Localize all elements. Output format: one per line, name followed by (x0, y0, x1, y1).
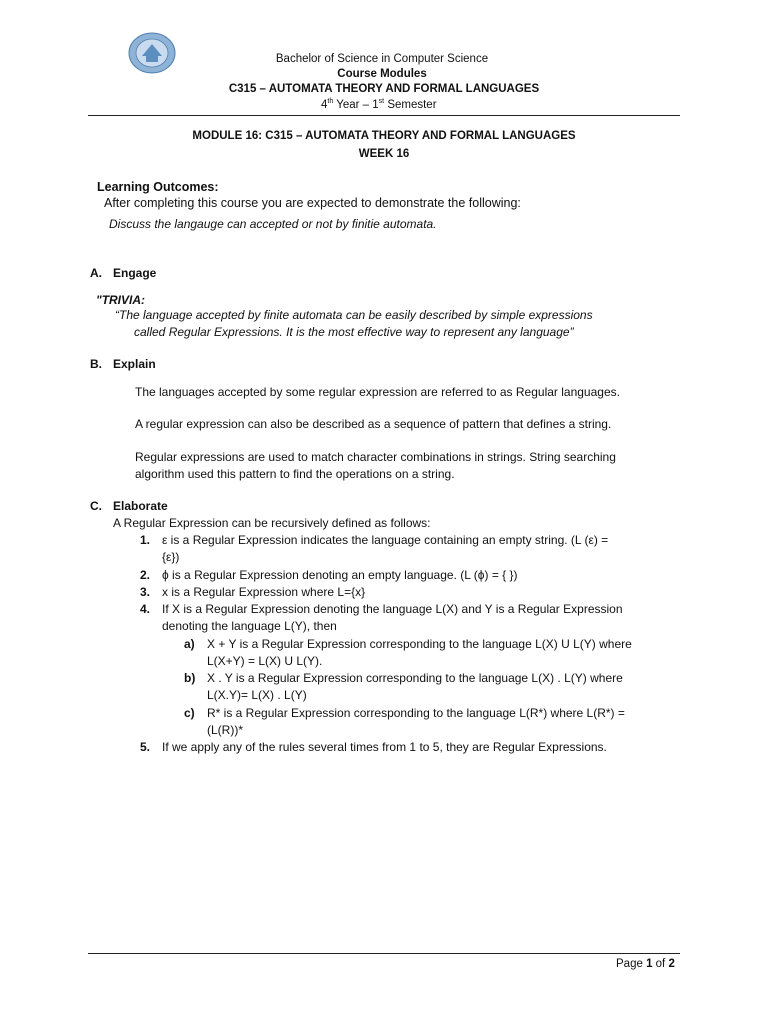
year-semester: 4th Year – 1st Semester (321, 98, 437, 111)
sublist-item-letter: a) (184, 637, 195, 651)
sublist-item-a-line2: L(X+Y) = L(X) U L(Y). (207, 654, 323, 668)
section-b-letter: B. (90, 357, 102, 371)
sublist-item-c-line2: (L(R))* (207, 723, 243, 737)
list-item-4-line1: If X is a Regular Expression denoting the language L(X) and Y is a Regular Expression (162, 602, 623, 616)
trivia-quote-line2: called Regular Expressions. It is the most effective way to represent any language” (134, 325, 574, 339)
sublist-item-letter: b) (184, 671, 196, 685)
list-item-4-line2: denoting the language L(Y), then (162, 619, 337, 633)
sublist-item-b-line1: X . Y is a Regular Expression corresponding to the language L(X) . L(Y) where (207, 671, 623, 685)
sublist-item-b-line2: L(X.Y)= L(X) . L(Y) (207, 688, 307, 702)
trivia-label: "TRIVIA: (96, 293, 146, 307)
list-item-1-line1: ε is a Regular Expression indicates the language containing an empty string. (L (ε) = (162, 533, 609, 547)
section-engage-heading: Engage (113, 266, 157, 280)
explain-paragraph-3-line1: Regular expressions are used to match character combinations in strings. String searching (135, 450, 616, 464)
sublist-item-a-line1: X + Y is a Regular Expression corresponding to the language L(X) U L(Y) where (207, 637, 632, 651)
section-explain-heading: Explain (113, 357, 156, 371)
list-item-number: 4. (140, 602, 151, 616)
learning-outcome-item: Discuss the langauge can accepted or not by finitie automata. (109, 217, 437, 231)
trivia-quote-line1: “The language accepted by finite automata can be easily described by simple expressions (115, 308, 593, 322)
module-week: WEEK 16 (358, 148, 410, 160)
list-item-number: 1. (140, 533, 151, 547)
list-item-5-line1: If we apply any of the rules several times from 1 to 5, they are Regular Expressions. (162, 740, 607, 754)
module-title: MODULE 16: C315 – AUTOMATA THEORY AND FORMAL LANGUAGES (192, 130, 576, 142)
elaborate-intro: A Regular Expression can be recursively defined as follows: (113, 516, 431, 530)
footer-divider (88, 953, 680, 954)
list-item-number: 5. (140, 740, 151, 754)
list-item-1-line2: {ε}) (162, 550, 180, 564)
course-title: C315 – AUTOMATA THEORY AND FORMAL LANGUAGES (228, 83, 540, 95)
university-seal-logo (128, 32, 176, 74)
section-c-letter: C. (90, 499, 102, 513)
learning-outcomes-intro: After completing this course you are expected to demonstrate the following: (104, 196, 521, 210)
explain-paragraph-3-line2: algorithm used this pattern to find the operations on a string. (135, 467, 455, 481)
explain-paragraph-2: A regular expression can also be described as a sequence of pattern that defines a string. (135, 417, 612, 431)
program-name: Bachelor of Science in Computer Science (275, 53, 489, 65)
header-divider (88, 115, 680, 116)
list-item-3-line1: x is a Regular Expression where L={x} (162, 585, 366, 599)
page-number: Page 1 of 2 (616, 958, 675, 970)
sublist-item-letter: c) (184, 706, 195, 720)
list-item-2-line1: ϕ is a Regular Expression denoting an empty language. (L (ϕ) = { }) (162, 568, 518, 582)
section-a-letter: A. (90, 266, 102, 280)
list-item-number: 2. (140, 568, 151, 582)
course-modules-label: Course Modules (337, 68, 427, 80)
explain-paragraph-1: The languages accepted by some regular expression are referred to as Regular languages. (135, 385, 620, 399)
list-item-number: 3. (140, 585, 151, 599)
sublist-item-c-line1: R* is a Regular Expression corresponding to the language L(R*) where L(R*) = (207, 706, 625, 720)
section-elaborate-heading: Elaborate (113, 499, 168, 513)
learning-outcomes-heading: Learning Outcomes: (97, 180, 219, 194)
